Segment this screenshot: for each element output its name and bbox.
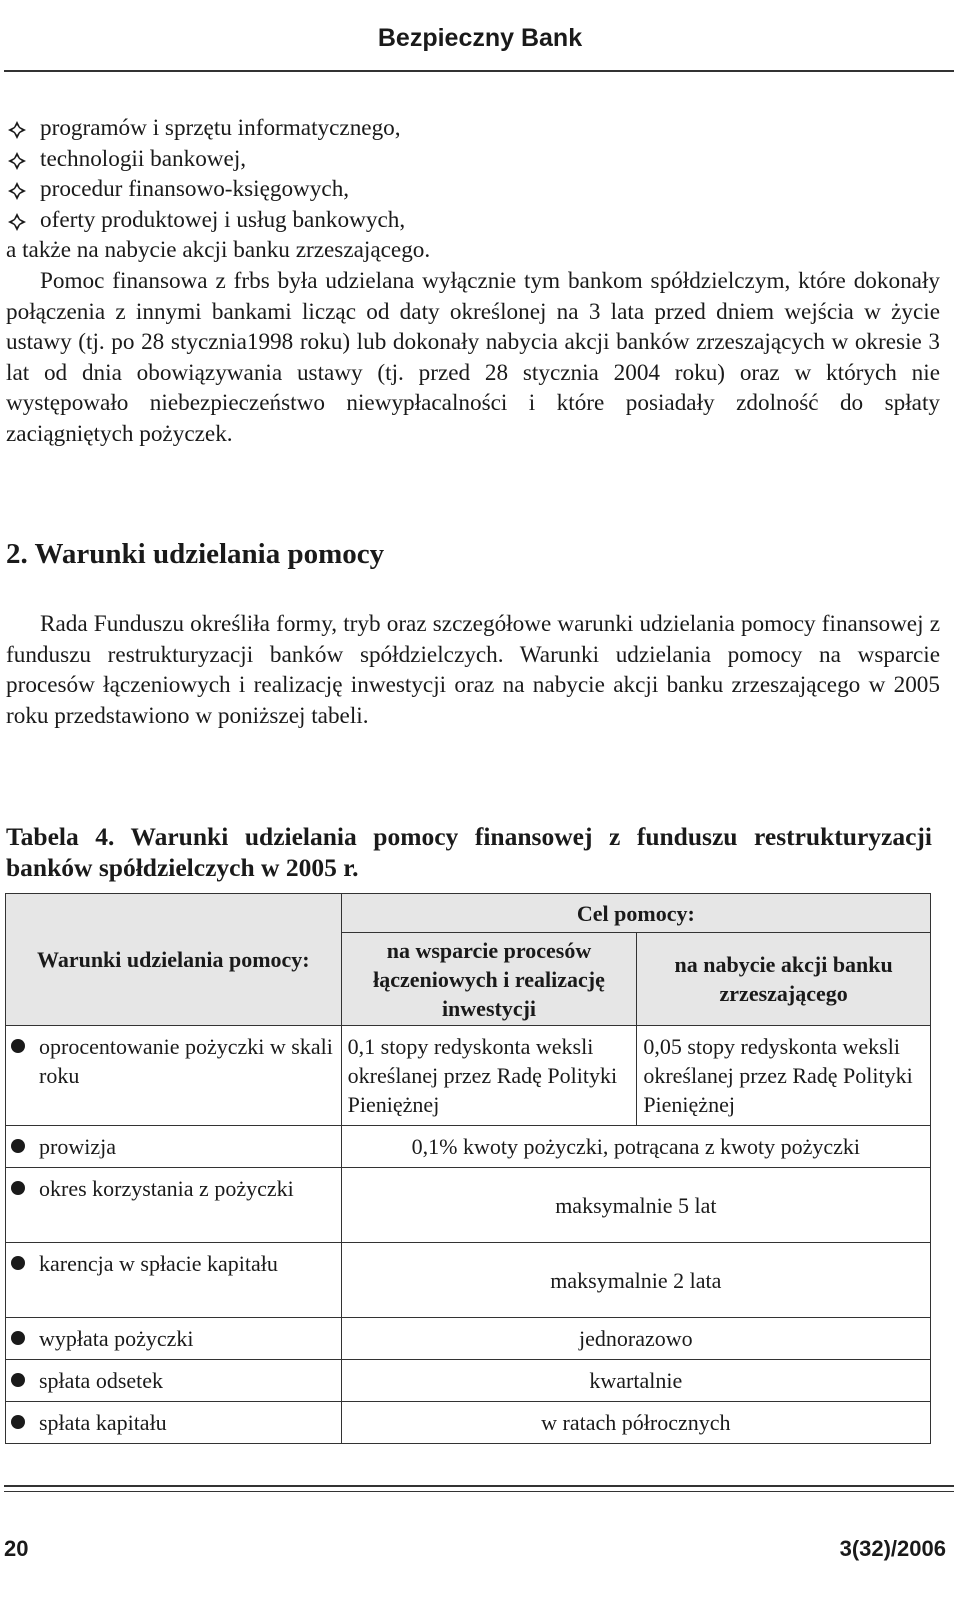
- bullet-text: technologii bankowej,: [40, 145, 247, 172]
- bullet-text: oferty produktowej i usług bankowych,: [40, 206, 406, 233]
- condition-cell: [6, 1126, 342, 1168]
- condition-text: spłata odsetek: [39, 1368, 164, 1393]
- col2-value: 0,05 stopy redyskonta weksli określanej przez Radę Polityki Pieniężnej: [643, 1034, 913, 1117]
- merged-value: jednorazowo: [579, 1326, 693, 1351]
- footer-rule: [4, 1485, 954, 1487]
- merged-value-cell: [341, 1318, 930, 1360]
- bullet-dot-icon: [11, 1373, 25, 1387]
- intro-section: [6, 113, 940, 450]
- header-col1-label: na wsparcie procesów łączeniowych i realizację inwestycji: [373, 937, 605, 1021]
- table-row: [6, 1243, 931, 1318]
- table-header-row: [6, 894, 931, 933]
- condition-text: okres korzystania z pożyczki: [39, 1176, 294, 1201]
- bullet-list: [6, 113, 940, 235]
- condition-text: wypłata pożyczki: [39, 1326, 194, 1351]
- table-row: [6, 1168, 931, 1243]
- table-row: [6, 1402, 931, 1444]
- merged-value: maksymalnie 5 lat: [555, 1192, 717, 1218]
- conditions-table-wrapper: [5, 893, 931, 1442]
- journal-title: Bezpieczny Bank: [377, 24, 583, 52]
- bullet-dot-icon: [11, 1039, 25, 1053]
- list-item: [6, 144, 940, 175]
- header-col2: [637, 933, 931, 1026]
- col1-value-cell: [341, 1026, 637, 1126]
- condition-text: prowizja: [39, 1134, 116, 1159]
- table-row: [6, 1026, 931, 1126]
- section-heading: 2. Warunki udzielania pomocy: [6, 538, 385, 570]
- condition-cell: [6, 1360, 342, 1402]
- merged-value: w ratach półrocznych: [541, 1410, 731, 1435]
- merged-value: maksymalnie 2 lata: [550, 1267, 722, 1293]
- diamond-bullet-icon: [8, 182, 26, 200]
- section-paragraph: Rada Funduszu określiła formy, tryb oraz szczegółowe warunki udzielania pomocy finansowej z funduszu restrukturyzacji banków spółdzielczych. Warunki udzielania pomocy na wsparcie procesów łączeniowych i realizację inwestycji oraz na nabycie akcji banku zrzeszającego w 2005 roku przedstawiono w poniższej tabeli.: [6, 611, 940, 729]
- condition-cell: [6, 1026, 342, 1126]
- list-item: [6, 174, 940, 205]
- list-item: [6, 205, 940, 236]
- table-row: [6, 1360, 931, 1402]
- issue-number: 3(32)/2006: [839, 1536, 946, 1561]
- col2-value-cell: [637, 1026, 931, 1126]
- merged-value-cell: [341, 1126, 930, 1168]
- bullet-text: programów i sprzętu informatycznego,: [40, 115, 401, 141]
- condition-cell: [6, 1243, 342, 1318]
- header-goal: [341, 894, 930, 933]
- condition-cell: [6, 1402, 342, 1444]
- table-row: [6, 1126, 931, 1168]
- diamond-bullet-icon: [8, 213, 26, 231]
- section-body: [6, 609, 940, 731]
- footer-rule-thin: [4, 1491, 954, 1492]
- header-goal-label: Cel pomocy:: [576, 900, 695, 926]
- table-row: [6, 1318, 931, 1360]
- header-rule: [4, 70, 954, 72]
- diamond-bullet-icon: [8, 152, 26, 170]
- page-number: 20: [4, 1536, 29, 1561]
- conditions-table: [5, 893, 931, 1444]
- bullet-dot-icon: [11, 1181, 25, 1195]
- bullet-dot-icon: [11, 1331, 25, 1345]
- header-conditions: [6, 894, 342, 1026]
- bullet-dot-icon: [11, 1415, 25, 1429]
- diamond-bullet-icon: [8, 121, 26, 139]
- header-conditions-label: Warunki udzielania pomocy:: [37, 947, 310, 972]
- merged-value-cell: [341, 1243, 930, 1318]
- table-caption: Tabela 4. Warunki udzielania pomocy finansowej z funduszu restrukturyzacji banków spółdzielczych w 2005 r.: [6, 822, 932, 882]
- col1-value: 0,1 stopy redyskonta weksli określanej przez Radę Polityki Pieniężnej: [347, 1034, 618, 1117]
- header-col2-label: na nabycie akcji banku zrzeszającego: [674, 952, 893, 1006]
- bullet-text: procedur finansowo-księgowych,: [40, 176, 350, 203]
- after-bullets-text: a także na nabycie akcji banku zrzeszającego.: [6, 237, 431, 264]
- bullet-dot-icon: [11, 1256, 25, 1270]
- merged-value: kwartalnie: [589, 1368, 683, 1393]
- intro-paragraph: Pomoc finansowa z frbs była udzielana wyłącznie tym bankom spółdzielczym, które dokonały połączenia z innymi bankami licząc od daty określonej na 3 lata przed dniem wejścia w życie ustawy (tj. po 28 stycznia1998 roku) lub dokonały nabycia akcji banków zrzeszających w okresie 3 lat od dnia obowiązywania ustawy (tj. przed 28 stycznia 2004 roku) oraz w których nie występowało niebezpieczeństwo niewypłacalności i które posiadały zdolność do spłaty zaciągniętych pożyczek.: [6, 267, 940, 447]
- merged-value: 0,1% kwoty pożyczki, potrącana z kwoty pożyczki: [411, 1134, 861, 1159]
- merged-value-cell: [341, 1360, 930, 1402]
- condition-text: karencja w spłacie kapitału: [39, 1251, 278, 1276]
- merged-value-cell: [341, 1402, 930, 1444]
- merged-value-cell: [341, 1168, 930, 1243]
- condition-cell: [6, 1168, 342, 1243]
- bullet-dot-icon: [11, 1139, 25, 1153]
- list-item: [6, 113, 940, 144]
- running-header: [0, 0, 960, 75]
- condition-cell: [6, 1318, 342, 1360]
- header-col1: [341, 933, 637, 1026]
- condition-text: oprocentowanie pożyczki w skali roku: [39, 1034, 333, 1088]
- condition-text: spłata kapitału: [39, 1410, 167, 1435]
